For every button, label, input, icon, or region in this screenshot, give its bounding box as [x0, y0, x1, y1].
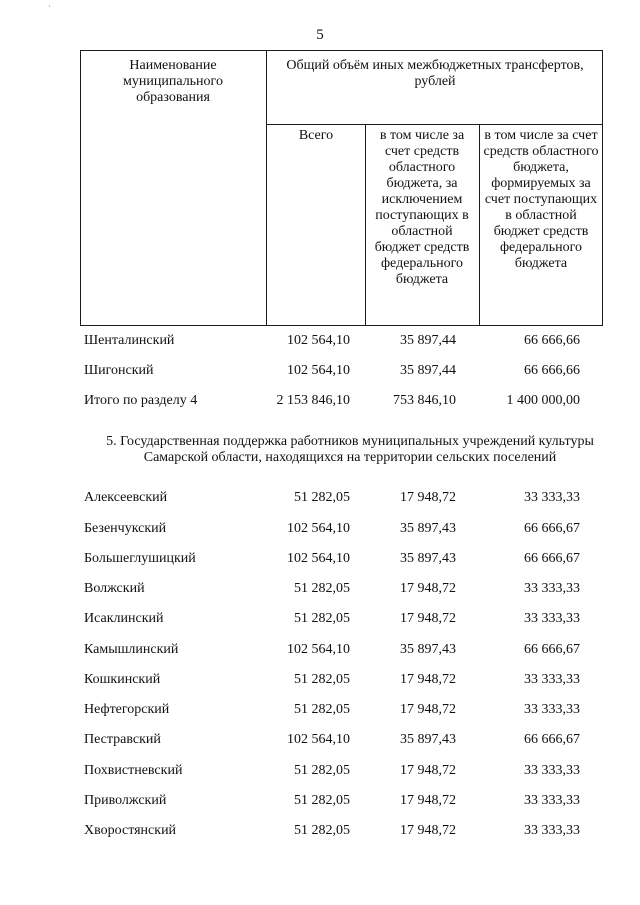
table-row	[0, 702, 640, 722]
table-row	[0, 611, 640, 631]
row-total: 51 282,05	[294, 672, 350, 687]
page-number: 5	[316, 27, 324, 43]
row-regional: 17 948,72	[400, 793, 456, 808]
table-row	[0, 793, 640, 813]
row-total: 51 282,05	[294, 490, 350, 505]
header-group-divider	[266, 124, 603, 125]
row-total: 51 282,05	[294, 611, 350, 626]
header-regional-cell: в том числе за счет средств областного бюджета, за исключением поступающих в областной бюджет средств федерального бюджета	[374, 128, 470, 287]
row-name: Алексеевский	[84, 490, 168, 505]
row-total: 102 564,10	[287, 732, 350, 747]
table-row	[0, 823, 640, 843]
row-total: 51 282,05	[294, 823, 350, 838]
row-regional: 35 897,43	[400, 642, 456, 657]
row-federal: 33 333,33	[524, 490, 580, 505]
header-name-divider	[266, 50, 267, 326]
row-name: Безенчукский	[84, 521, 167, 536]
row-total: 51 282,05	[294, 581, 350, 596]
header-name-cell: Наименование муниципального образования	[123, 58, 223, 105]
row-regional: 35 897,44	[400, 333, 456, 348]
row-federal: 66 666,67	[524, 551, 580, 566]
row-total: 51 282,05	[294, 763, 350, 778]
section-5-title: 5. Государственная поддержка работников муниципальных учреждений культуры Самарской области, находящихся на территории сельских поселений	[106, 434, 594, 465]
table-row	[0, 732, 640, 752]
row-name: Шигонский	[84, 363, 154, 378]
header-left-border	[80, 50, 81, 326]
row-name: Приволжский	[84, 793, 167, 808]
row-federal: 66 666,67	[524, 521, 580, 536]
header-top-border	[80, 50, 603, 51]
row-total: 51 282,05	[294, 793, 350, 808]
row-federal: 66 666,67	[524, 642, 580, 657]
header-total-divider	[365, 124, 366, 326]
row-regional: 35 897,43	[400, 551, 456, 566]
header-total-cell: Всего	[298, 128, 334, 143]
row-federal: 33 333,33	[524, 702, 580, 717]
row-regional: 17 948,72	[400, 702, 456, 717]
row-name: Кошкинский	[84, 672, 161, 687]
row-total: 102 564,10	[287, 521, 350, 536]
row-federal: 1 400 000,00	[506, 393, 580, 408]
page-corner-mark: `	[48, 4, 51, 14]
row-regional: 17 948,72	[400, 763, 456, 778]
table-row	[0, 581, 640, 601]
row-name: Шенталинский	[84, 333, 175, 348]
row-total: 102 564,10	[287, 333, 350, 348]
row-regional: 35 897,43	[400, 732, 456, 747]
row-federal: 33 333,33	[524, 611, 580, 626]
row-total: 102 564,10	[287, 642, 350, 657]
table-row	[0, 763, 640, 783]
row-regional: 35 897,44	[400, 363, 456, 378]
row-name: Итого по разделу 4	[84, 393, 198, 408]
table-row	[0, 393, 640, 413]
row-federal: 66 666,66	[524, 333, 580, 348]
table-row	[0, 551, 640, 571]
row-regional: 17 948,72	[400, 581, 456, 596]
row-total: 102 564,10	[287, 363, 350, 378]
header-group-cell: Общий объём иных межбюджетных трансфертов, рублей	[286, 58, 584, 89]
row-federal: 33 333,33	[524, 763, 580, 778]
row-regional: 753 846,10	[393, 393, 456, 408]
row-regional: 17 948,72	[400, 490, 456, 505]
row-name: Похвистневский	[84, 763, 183, 778]
row-federal: 33 333,33	[524, 823, 580, 838]
table-row	[0, 333, 640, 353]
row-name: Пестравский	[84, 732, 161, 747]
table-row	[0, 490, 640, 510]
row-regional: 35 897,43	[400, 521, 456, 536]
row-regional: 17 948,72	[400, 672, 456, 687]
header-regional-divider	[479, 124, 480, 326]
row-federal: 33 333,33	[524, 672, 580, 687]
table-row	[0, 642, 640, 662]
row-regional: 17 948,72	[400, 823, 456, 838]
table-row	[0, 521, 640, 541]
row-name: Нефтегорский	[84, 702, 170, 717]
row-federal: 33 333,33	[524, 793, 580, 808]
row-total: 51 282,05	[294, 702, 350, 717]
row-regional: 17 948,72	[400, 611, 456, 626]
row-federal: 66 666,67	[524, 732, 580, 747]
header-bottom-border	[80, 325, 603, 326]
row-total: 102 564,10	[287, 551, 350, 566]
row-federal: 66 666,66	[524, 363, 580, 378]
table-row	[0, 672, 640, 692]
row-name: Камышлинский	[84, 642, 179, 657]
row-name: Хворостянский	[84, 823, 177, 838]
header-federal-cell: в том числе за счет средств областного бюджета, формируемых за счет поступающих в областной бюджет средств федерального бюджета	[483, 128, 599, 271]
header-right-border	[602, 50, 603, 326]
row-name: Исаклинский	[84, 611, 164, 626]
row-name: Большеглушицкий	[84, 551, 196, 566]
row-total: 2 153 846,10	[276, 393, 350, 408]
row-name: Волжский	[84, 581, 145, 596]
table-row	[0, 363, 640, 383]
row-federal: 33 333,33	[524, 581, 580, 596]
